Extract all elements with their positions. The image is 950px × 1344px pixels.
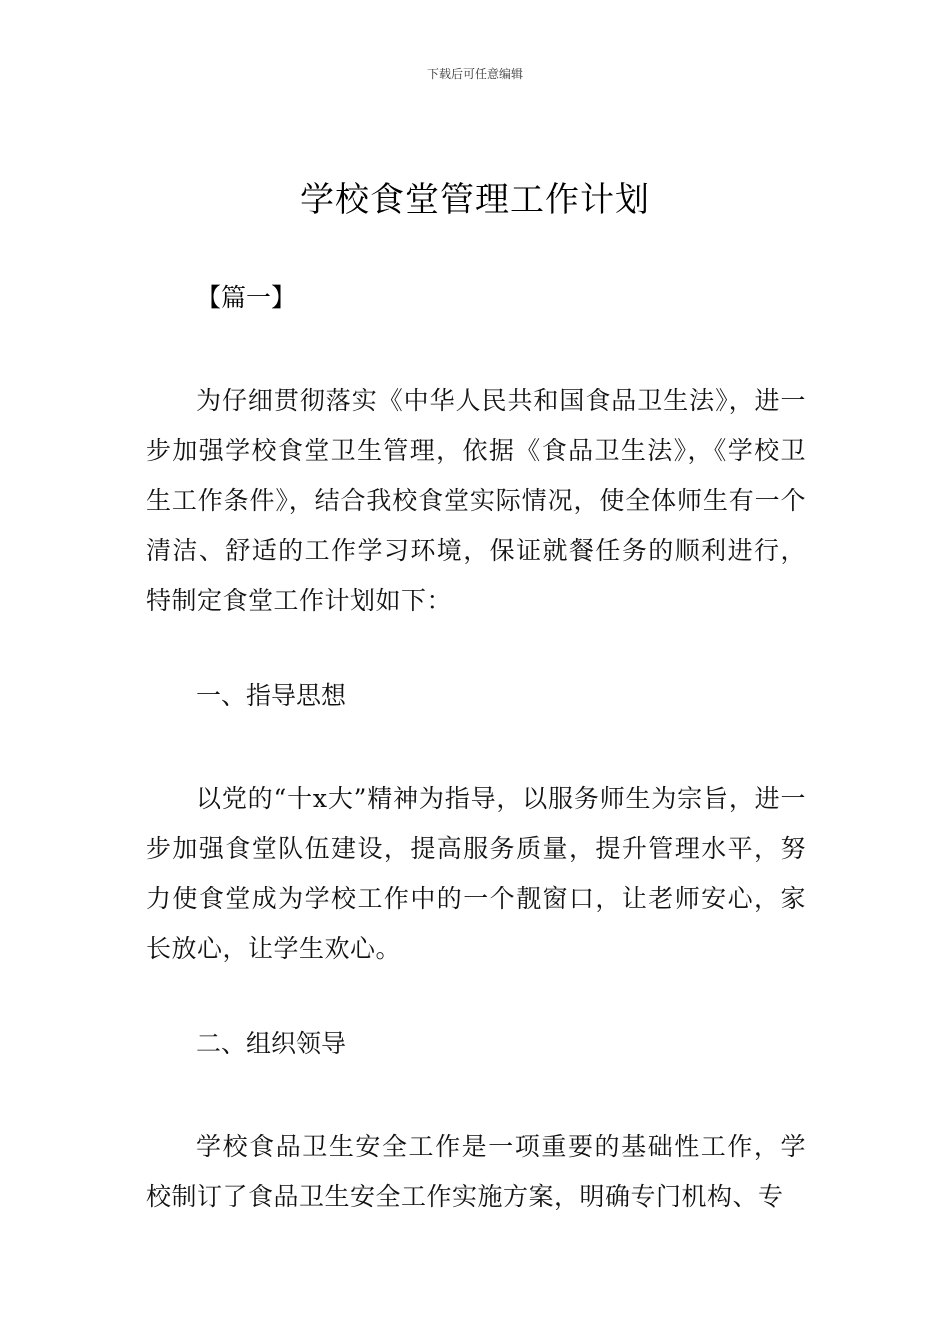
paragraph-guiding-ideology: 以党的“十x大”精神为指导，以服务师生为宗旨，进一步加强食堂队伍建设，提高服务质量，提升管理水平，努力使食堂成为学校工作中的一个靓窗口，让老师安心，家长放心，让学生欢心。 xyxy=(146,784,806,963)
paragraph-intro: 为仔细贯彻落实《中华人民共和国食品卫生法》，进一步加强学校食堂卫生管理，依据《食品卫生法》，《学校卫生工作条件》，结合我校食堂实际情况，使全体师生有一个清洁、舒适的工作学习环境，保证就餐任务的顺利进行，特制定食堂工作计划如下： xyxy=(146,386,806,615)
section-tag: 【篇一】 xyxy=(196,283,297,312)
paragraph-organization-leadership: 学校食品卫生安全工作是一项重要的基础性工作，学校制订了食品卫生安全工作实施方案，明确专门机构、专 xyxy=(146,1132,806,1211)
header-note: 下载后可任意编辑 xyxy=(426,67,523,81)
heading-guiding-ideology: 一、指导思想 xyxy=(196,681,347,710)
document-title: 学校食堂管理工作计划 xyxy=(300,180,650,220)
heading-organization-leadership: 二、组织领导 xyxy=(196,1029,347,1058)
